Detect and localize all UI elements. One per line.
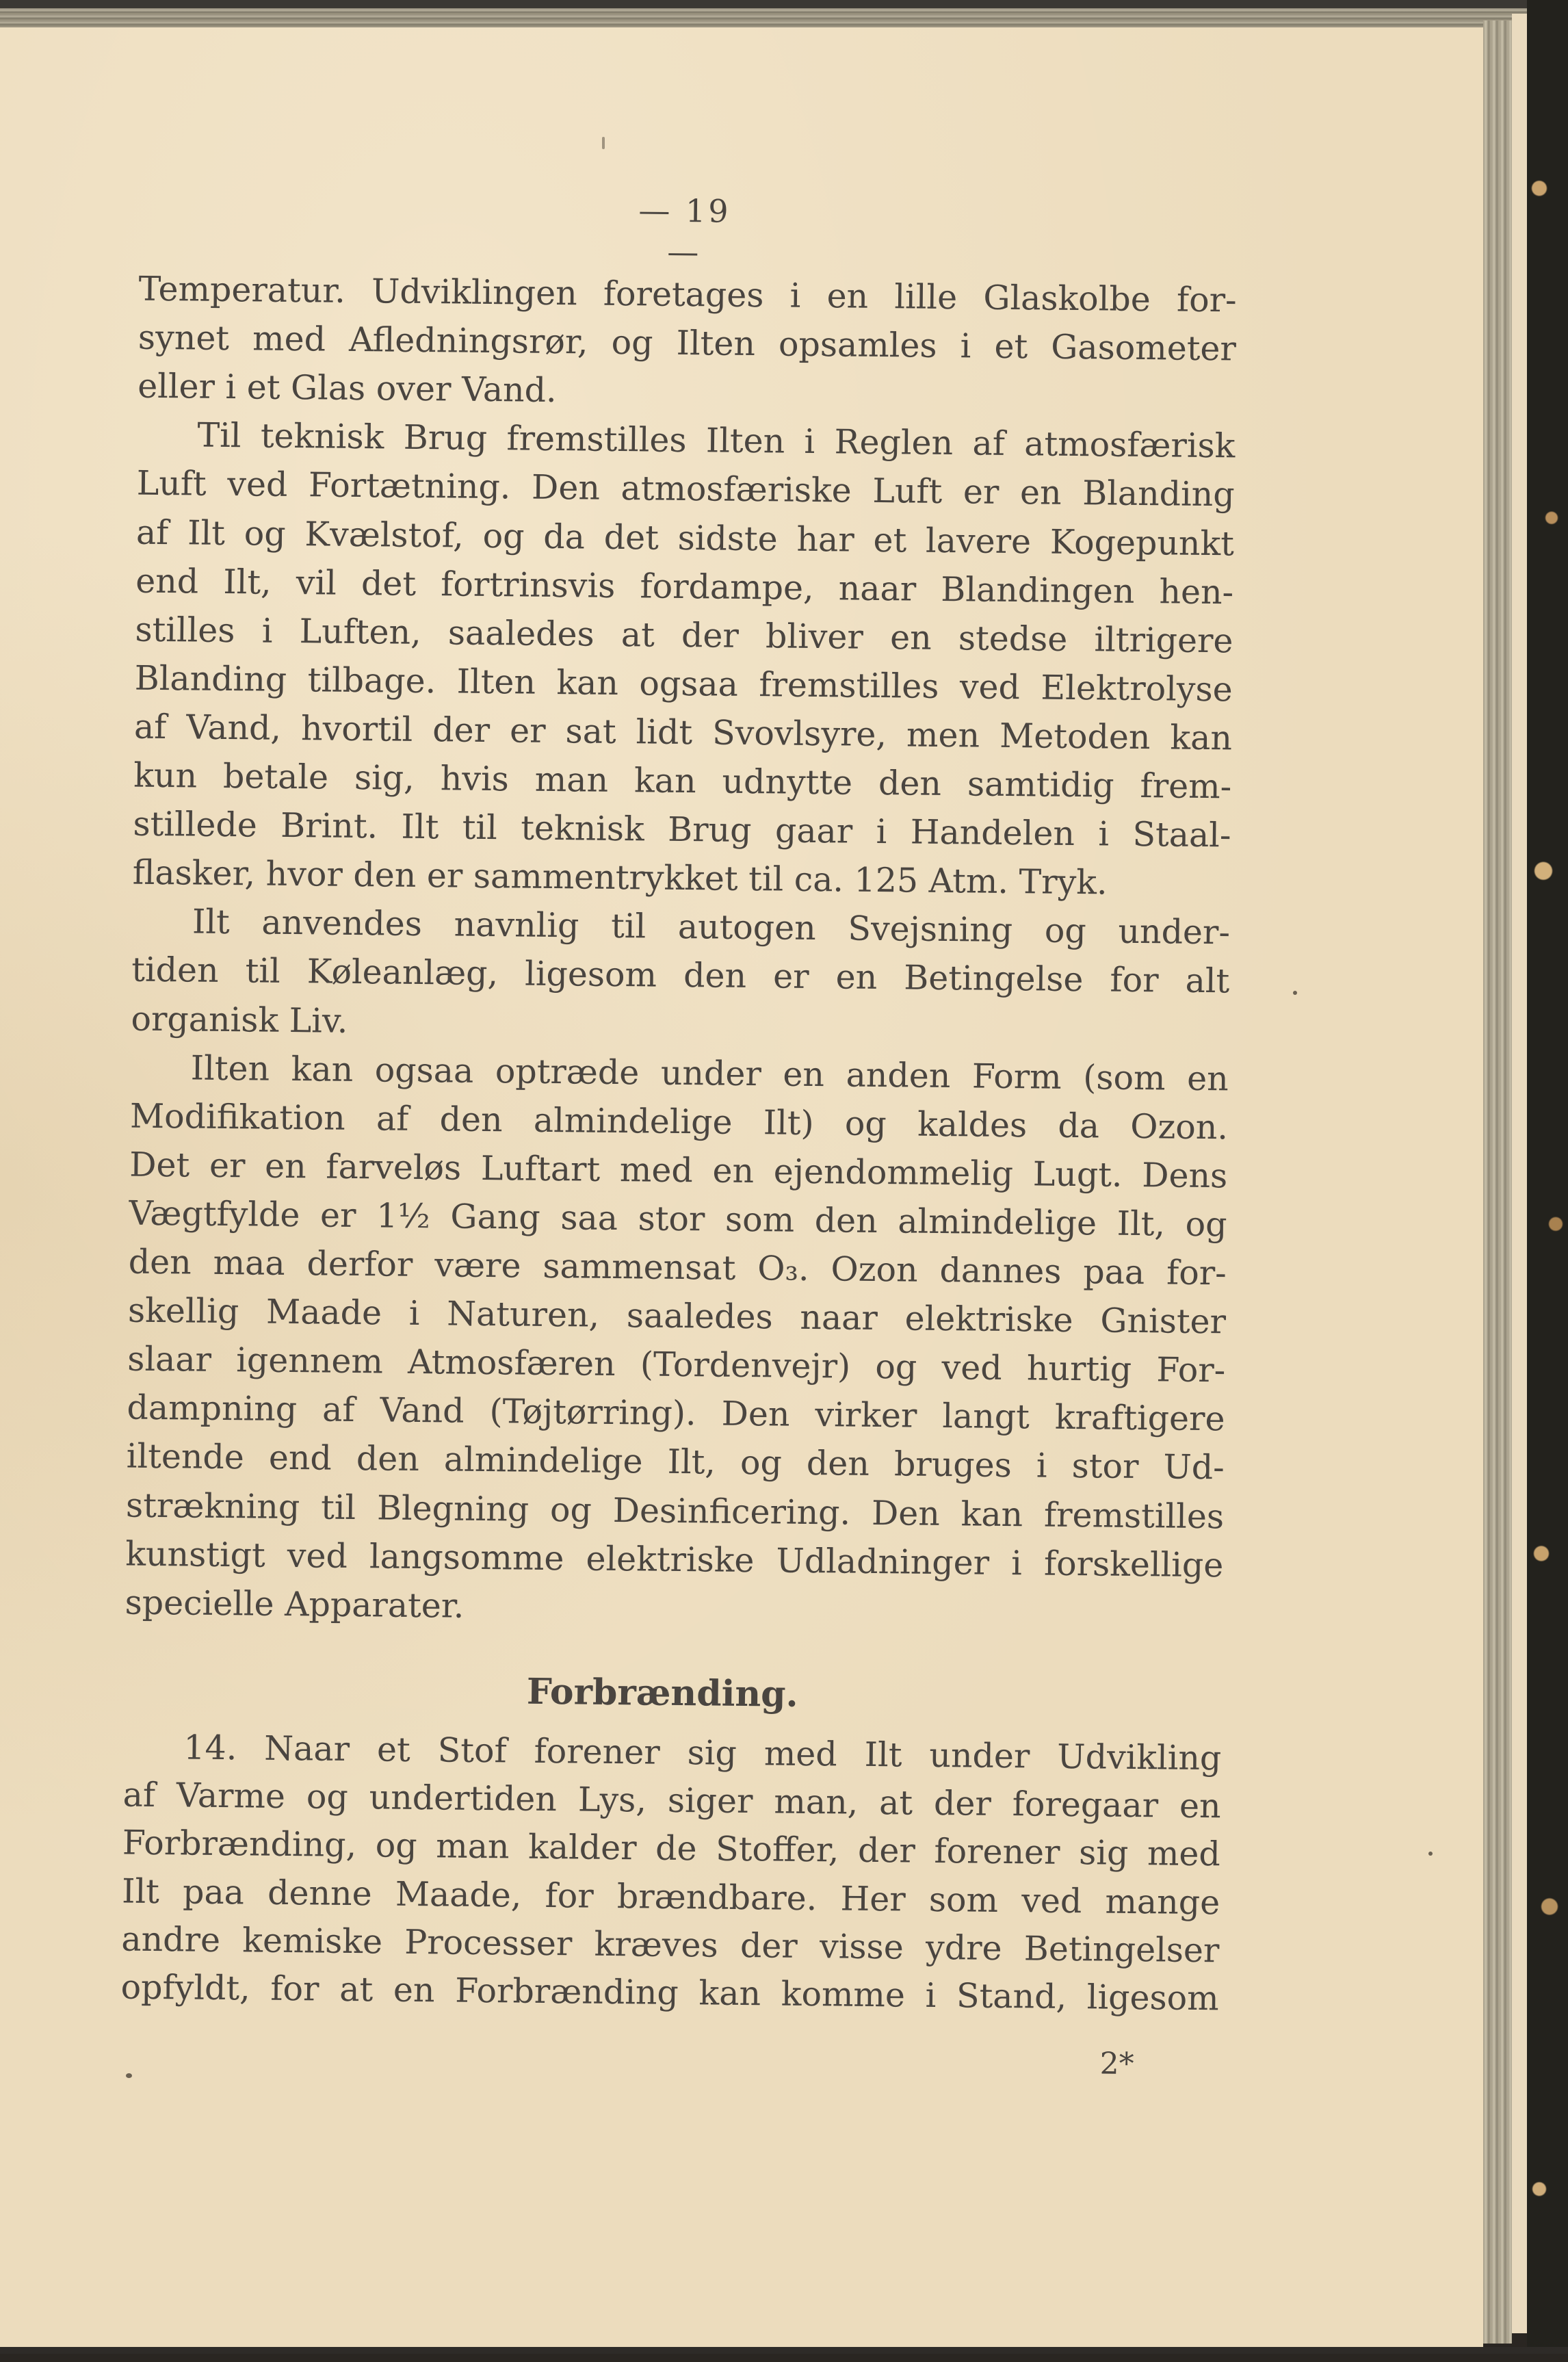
- text-line: specielle Apparater.: [125, 1583, 465, 1626]
- text-line: Ilt anvendes navnlig til autogen Svejsning og under-: [192, 902, 1231, 952]
- section-heading: Forbrænding.: [526, 1670, 798, 1715]
- text-line: tiden til Køleanlæg, ligesom den er en Betingelse for alt: [131, 950, 1230, 1001]
- text-line: Temperatur. Udviklingen foretages i en lille Glaskolbe for-: [138, 269, 1237, 320]
- text-line: flasker, hvor den er sammentrykket til ca. 125 Atm. Tryk.: [132, 853, 1108, 903]
- text-line: strækning til Blegning og Desinficering. Den kan fremstilles: [125, 1485, 1225, 1536]
- text-line: iltende end den almindelige Ilt, og den bruges i stor Ud-: [126, 1436, 1225, 1488]
- text-line: andre kemiske Processer kræves der visse ydre Betingelser: [121, 1919, 1220, 1971]
- text-line: af Varme og undertiden Lys, siger man, at der foregaar en: [122, 1775, 1221, 1826]
- text-line: Til teknisk Brug fremstilles Ilten i Reglen af atmosfærisk: [197, 415, 1236, 466]
- text-line: end Ilt, vil det fortrinsvis fordampe, naar Blandingen hen-: [135, 561, 1234, 612]
- text-line: den maa derfor være sammensat O₃. Ozon dannes paa for-: [128, 1242, 1227, 1293]
- text-line: Det er en farveløs Luftart med en ejendommelig Lugt. Dens: [129, 1145, 1228, 1196]
- text-line: af Vand, hvortil der er sat lidt Svovlsyre, men Metoden kan: [133, 707, 1233, 758]
- signature-mark: 2*: [1099, 2046, 1134, 2082]
- text-line: opfyldt, for at en Forbrænding kan komme i Stand, ligesom: [120, 1967, 1219, 2019]
- marbled-book-cover: [1527, 0, 1568, 2354]
- text-line: 14. Naar et Stof forener sig med Ilt under Udvikling: [183, 1728, 1222, 1778]
- text-line: dampning af Vand (Tøjtørring). Den virker langt kraftigere: [127, 1388, 1225, 1439]
- text-line: stilles i Luften, saaledes at der bliver en stedse iltrigere: [135, 610, 1233, 661]
- text-line: af Ilt og Kvælstof, og da det sidste har et lavere Kogepunkt: [135, 512, 1235, 563]
- text-line: Forbrænding, og man kalder de Stoffer, der forener sig med: [122, 1823, 1221, 1874]
- text-line: eller i et Glas over Vand.: [137, 366, 557, 411]
- text-line: Luft ved Fortætning. Den atmosfæriske Luft er en Blanding: [136, 464, 1235, 515]
- text-line: skellig Maade i Naturen, saaledes naar elektriske Gnister: [127, 1290, 1227, 1342]
- text-line: Blanding tilbage. Ilten kan ogsaa fremstilles ved Elektrolyse: [134, 658, 1233, 710]
- text-line: slaar igennem Atmosfæren (Tordenvejr) og ved hurtig For-: [127, 1339, 1226, 1390]
- text-line: Ilt paa denne Maade, for brændbare. Her som ved mange: [121, 1871, 1220, 1922]
- text-line: Modifikation af den almindelige Ilt) og kaldes da Ozon.: [129, 1096, 1229, 1147]
- text-line: Ilten kan ogsaa optræde under en anden Form (som en: [190, 1048, 1229, 1098]
- text-line: Vægtfylde er 1½ Gang saa stor som den almindelige Ilt, og: [129, 1193, 1227, 1245]
- text-line: synet med Afledningsrør, og Ilten opsamles i et Gasometer: [138, 317, 1237, 369]
- text-line: stillede Brint. Ilt til teknisk Brug gaar i Handelen i Staal-: [133, 804, 1231, 855]
- text-line: kun betale sig, hvis man kan udnytte den samtidig frem-: [133, 755, 1232, 807]
- page-stack-right: [1483, 21, 1512, 2344]
- text-line: kunstigt ved langsomme elektriske Udladninger i forskellige: [125, 1534, 1224, 1585]
- page-number: — 19 —: [638, 192, 731, 271]
- text-line: organisk Liv.: [131, 999, 348, 1041]
- page-edge-right: [1512, 14, 1527, 2333]
